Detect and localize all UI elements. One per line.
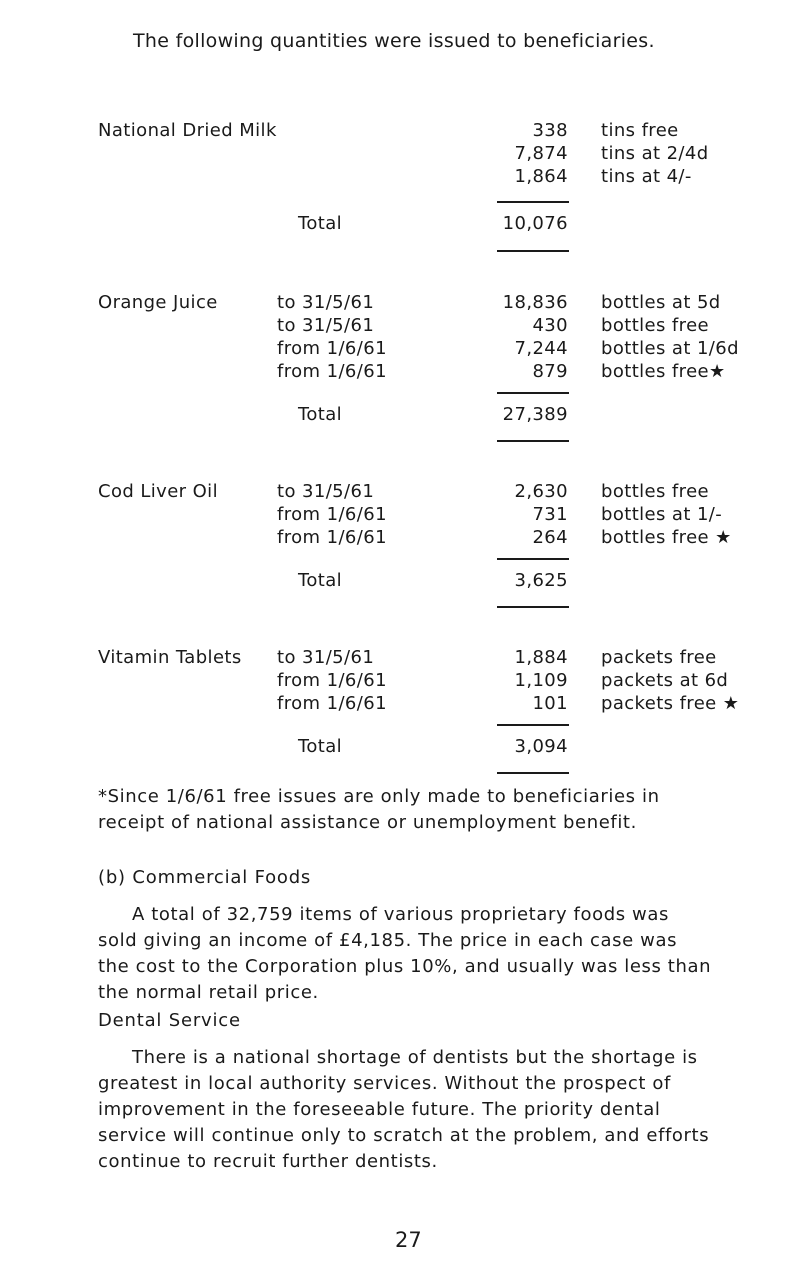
commercial-foods-heading: (b) Commercial Foods [98, 867, 312, 888]
description-cell: bottles free★ [601, 361, 726, 382]
period-cell: from 1/6/61 [277, 504, 387, 525]
description-cell: tins at 2/4d [601, 143, 709, 164]
description-cell: bottles free [601, 315, 710, 336]
total-rule [497, 558, 569, 560]
quantity-cell: 1,864 [514, 166, 568, 187]
period-cell: to 31/5/61 [277, 315, 375, 336]
total-label: Total [298, 404, 343, 425]
total-rule [497, 201, 569, 203]
quantity-cell: 731 [532, 504, 568, 525]
description-cell: bottles free ★ [601, 527, 732, 548]
total-rule [497, 724, 569, 726]
description-cell: packets free [601, 647, 717, 668]
total-value: 3,094 [514, 736, 568, 757]
total-value: 3,625 [514, 570, 568, 591]
total-value: 27,389 [502, 404, 568, 425]
quantity-cell: 879 [532, 361, 568, 382]
quantity-cell: 338 [532, 120, 568, 141]
page-number: 27 [395, 1228, 422, 1252]
section-label-cod-liver-oil: Cod Liver Oil [98, 481, 218, 502]
period-cell: from 1/6/61 [277, 670, 387, 691]
total-rule [497, 392, 569, 394]
total-rule [497, 440, 569, 442]
period-cell: to 31/5/61 [277, 481, 375, 502]
period-cell: to 31/5/61 [277, 292, 375, 313]
description-cell: tins at 4/- [601, 166, 692, 187]
quantity-cell: 2,630 [514, 481, 568, 502]
period-cell: to 31/5/61 [277, 647, 375, 668]
section-label-vitamin-tablets: Vitamin Tablets [98, 647, 242, 668]
period-cell: from 1/6/61 [277, 693, 387, 714]
description-cell: tins free [601, 120, 679, 141]
period-cell: from 1/6/61 [277, 527, 387, 548]
quantity-cell: 430 [532, 315, 568, 336]
description-cell: bottles free [601, 481, 710, 502]
quantity-cell: 1,884 [514, 647, 568, 668]
quantity-cell: 18,836 [502, 292, 568, 313]
dental-service-paragraph: There is a national shortage of dentists but the shortage is greatest in local authority services. Without the prospect of improvement in the foreseeable future. The priority dental service will continue only to scratch at the problem, and efforts continue to recruit further dentists. [98, 1047, 710, 1172]
quantity-cell: 264 [532, 527, 568, 548]
quantity-cell: 7,244 [514, 338, 568, 359]
quantity-cell: 7,874 [514, 143, 568, 164]
section-label-national-dried-milk: National Dried Milk [98, 120, 277, 141]
quantity-cell: 1,109 [514, 670, 568, 691]
intro-text: The following quantities were issued to beneficiaries. [133, 30, 655, 52]
description-cell: bottles at 1/- [601, 504, 723, 525]
period-cell: from 1/6/61 [277, 338, 387, 359]
dental-service-heading: Dental Service [98, 1010, 241, 1031]
description-cell: packets free ★ [601, 693, 740, 714]
total-label: Total [298, 213, 343, 234]
total-value: 10,076 [502, 213, 568, 234]
total-rule [497, 772, 569, 774]
description-cell: packets at 6d [601, 670, 729, 691]
total-rule [497, 606, 569, 608]
quantity-cell: 101 [532, 693, 568, 714]
total-rule [497, 250, 569, 252]
footnote: *Since 1/6/61 free issues are only made to beneficiaries in receipt of national assistance or unemployment benefit. [98, 786, 660, 833]
period-cell: from 1/6/61 [277, 361, 387, 382]
description-cell: bottles at 1/6d [601, 338, 739, 359]
total-label: Total [298, 736, 343, 757]
section-label-orange-juice: Orange Juice [98, 292, 218, 313]
commercial-foods-paragraph: A total of 32,759 items of various proprietary foods was sold giving an income of £4,185. The price in each case was the cost to the Corporation plus 10%, and usually was less than the normal retail price. [98, 904, 712, 1003]
description-cell: bottles at 5d [601, 292, 721, 313]
total-label: Total [298, 570, 343, 591]
